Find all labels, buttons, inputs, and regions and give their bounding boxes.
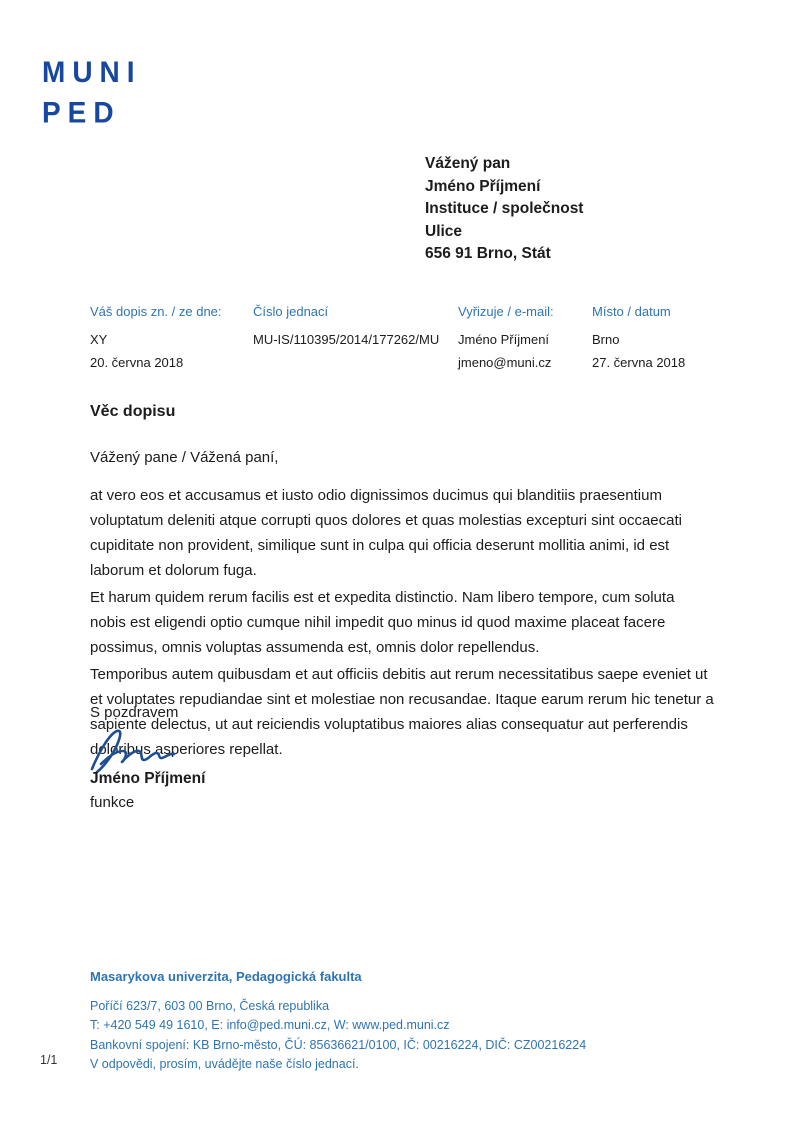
muni-ped-logo xyxy=(42,52,142,133)
body-paragraph: Et harum quidem rerum facilis est et expedita distinctio. Nam libero tempore, cum soluta nobis est eligendi optio cumque nihil impedit quo minus id quod maxime placeat facere possimus, omnis voluptas assumenda est, omnis dolor repellendus. xyxy=(90,589,675,656)
salutation: Vážený pane / Vážená paní, xyxy=(90,449,279,466)
ref-value: Jméno Příjmení xyxy=(458,332,550,347)
ref-col-file-number xyxy=(253,304,439,351)
logo-line-ped: PED xyxy=(42,95,121,130)
page-number: 1/1 xyxy=(40,1053,58,1067)
signer-name: Jméno Příjmení xyxy=(90,770,206,787)
ref-label: Místo / datum xyxy=(592,304,671,319)
footer-contact-block xyxy=(90,997,586,1074)
reference-row xyxy=(90,304,730,374)
signature-stroke xyxy=(92,731,174,772)
ref-value: 27. června 2018 xyxy=(592,355,686,370)
letter-subject: Věc dopisu xyxy=(90,403,176,420)
signer-role: funkce xyxy=(90,794,135,811)
recipient-line: Jméno Příjmení xyxy=(425,177,541,195)
footer-note-line: V odpovědi, prosím, uvádějte naše číslo jednací. xyxy=(90,1056,359,1071)
ref-value: 20. června 2018 xyxy=(90,355,184,370)
recipient-line: Instituce / společnost xyxy=(425,200,584,217)
body-paragraph: at vero eos et accusamus et iusto odio dignissimos ducimus qui blanditiis praesentium voluptatum deleniti atque corrupti quos dolores et quas molestias excepturi sint occaecati cupiditate non provident, similique sunt in culpa qui officia deserunt mollitia animi, id est laborum et dolorum fuga. xyxy=(90,487,682,579)
body-paragraph: Temporibus autem quibusdam et aut officiis debitis aut rerum necessitatibus saepe eveniet ut et voluptates repudiandae sint et molestiae non recusandae. Itaque earum rerum hic tenetur a sapiente delectus, ut aut reiciendis voluptatibus maiores alias consequatur aut perferendis doloribus asperiores repellat. xyxy=(90,666,714,758)
ref-value: jmeno@muni.cz xyxy=(458,355,552,370)
ref-label: Číslo jednací xyxy=(253,304,329,319)
recipient-line: Vážený pan xyxy=(425,155,511,172)
ref-col-your-letter xyxy=(90,304,222,374)
recipient-address-block xyxy=(425,153,583,266)
ref-col-handled-by xyxy=(458,304,554,374)
ref-value: Brno xyxy=(592,332,620,347)
ref-label: Váš dopis zn. / ze dne: xyxy=(90,304,222,319)
letter-body xyxy=(90,445,714,764)
footer-bank-line: Bankovní spojení: KB Brno-město, ČÚ: 85636621/0100, IČ: 00216224, DIČ: CZ00216224 xyxy=(90,1037,587,1052)
footer-address-line: Poříčí 623/7, 603 00 Brno, Česká republika xyxy=(90,999,330,1013)
recipient-line: 656 91 Brno, Stát xyxy=(425,245,551,262)
footer-contacts-line: T: +420 549 49 1610, E: info@ped.muni.cz, W: www.ped.muni.cz xyxy=(90,1018,450,1033)
ref-label: Vyřizuje / e-mail: xyxy=(458,304,554,319)
ref-value: MU-IS/110395/2014/177262/MU xyxy=(253,332,440,347)
ref-value: XY xyxy=(90,332,108,347)
ref-col-place-date xyxy=(592,304,685,374)
logo-line-muni: MUNI xyxy=(42,55,142,89)
recipient-line: Ulice xyxy=(425,222,463,240)
closing-phrase: S pozdravem xyxy=(90,704,179,721)
footer-institution: Masarykova univerzita, Pedagogická fakulta xyxy=(90,969,362,984)
